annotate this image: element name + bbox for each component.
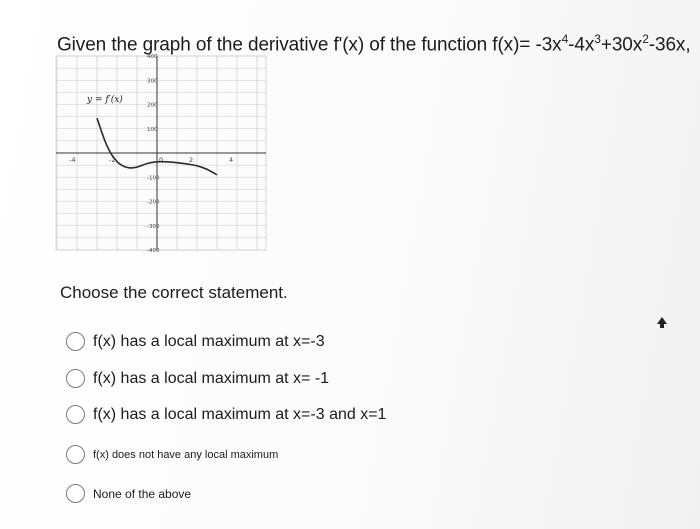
prompt-text: Choose the correct statement. bbox=[60, 283, 288, 302]
question-text bbox=[57, 32, 691, 56]
question-prefix: Given the graph of the derivative f'(x) of the function f(x)= -3x bbox=[57, 34, 562, 56]
y-tick-label: -300 bbox=[147, 223, 160, 230]
option-1-radio[interactable] bbox=[66, 332, 85, 351]
x-tick-label: -4 bbox=[69, 156, 76, 164]
option-4-radio[interactable] bbox=[66, 445, 85, 464]
x-tick-label: 4 bbox=[229, 156, 234, 164]
option-5-label: None of the above bbox=[93, 486, 192, 501]
y-tick-label: -200 bbox=[147, 199, 160, 206]
option-3-radio[interactable] bbox=[66, 405, 85, 424]
option-5[interactable] bbox=[66, 484, 191, 503]
x-tick-label: -2 bbox=[109, 156, 116, 164]
derivative-graph bbox=[56, 54, 266, 254]
option-2-label: f(x) has a local maximum at x= -1 bbox=[93, 369, 330, 387]
curve-label: y = f′(x) bbox=[87, 95, 123, 105]
y-tick-label: 100 bbox=[147, 126, 158, 133]
y-tick-label: 400 bbox=[147, 54, 158, 60]
option-5-radio[interactable] bbox=[66, 484, 85, 503]
question-term-3: +30x bbox=[600, 34, 643, 56]
exponent-4: 4 bbox=[561, 32, 569, 46]
exponent-2: 2 bbox=[642, 32, 649, 46]
y-tick-label: 200 bbox=[147, 102, 158, 109]
question-suffix: -36x, bbox=[648, 34, 691, 56]
option-3-label: f(x) has a local maximum at x=-3 and x=1 bbox=[93, 405, 387, 423]
y-tick-label: 300 bbox=[147, 78, 158, 85]
question-term-2: -4x bbox=[568, 34, 595, 56]
x-tick-label: 2 bbox=[189, 156, 194, 164]
y-tick-label: -100 bbox=[147, 175, 160, 182]
mouse-cursor-icon bbox=[655, 316, 669, 330]
option-3[interactable] bbox=[66, 405, 386, 424]
x-tick-label: 0 bbox=[159, 156, 164, 164]
option-4-label: f(x) does not have any local maximum bbox=[93, 448, 279, 461]
option-1-label: f(x) has a local maximum at x=-3 bbox=[93, 332, 325, 350]
option-1[interactable] bbox=[66, 332, 325, 351]
option-2[interactable] bbox=[66, 369, 329, 388]
y-tick-label: -400 bbox=[147, 248, 160, 254]
exponent-3: 3 bbox=[594, 32, 601, 46]
option-4[interactable] bbox=[66, 445, 278, 464]
option-2-radio[interactable] bbox=[66, 369, 85, 388]
